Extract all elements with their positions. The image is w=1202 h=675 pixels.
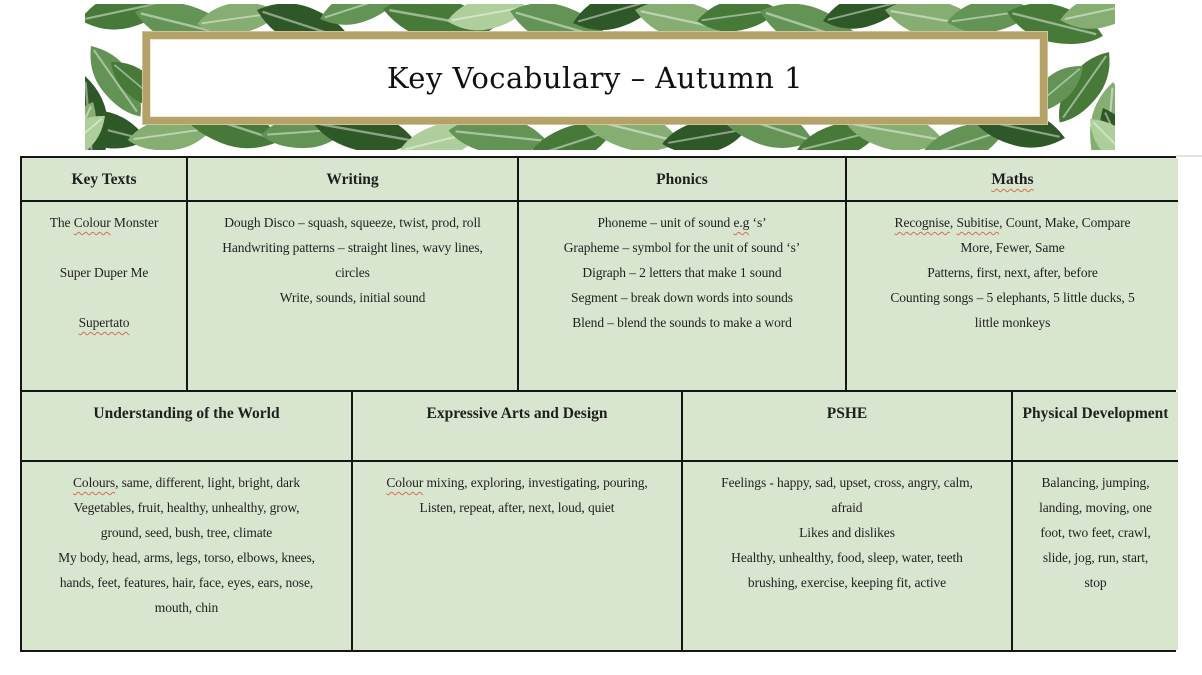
text-segment: Phonics: [656, 171, 708, 188]
table-cell: [683, 462, 1013, 650]
cell-line: [24, 285, 184, 310]
banner: [85, 4, 1115, 150]
misspelled-word: Supertato: [78, 315, 130, 330]
cell-line: [685, 545, 1009, 570]
text-segment: Blend – blend the sounds to make a word: [572, 315, 792, 330]
text-segment: Listen, repeat, after, next, loud, quiet: [419, 500, 615, 515]
text-segment: Understanding of the World: [93, 405, 280, 422]
text-segment: Digraph – 2 letters that make 1 sound: [582, 265, 782, 280]
text-segment: Writing: [326, 171, 379, 188]
cell-line: [427, 401, 608, 426]
cell-line: [24, 310, 184, 335]
misspelled-word: e.g: [733, 215, 750, 230]
cell-line: [685, 520, 1009, 545]
text-segment: Write, sounds, initial sound: [279, 290, 426, 305]
misspelled-word: Subitise: [956, 215, 1000, 230]
text-segment: ,: [949, 215, 957, 230]
cell-line: [24, 595, 349, 620]
cell-line: [24, 470, 349, 495]
misspelled-word: Colour: [386, 475, 424, 490]
text-segment: slide, jog, run, start,: [1042, 550, 1149, 565]
text-segment: , same, different, light, bright, dark: [115, 475, 300, 490]
table-cell: [22, 202, 188, 390]
cell-line: [355, 495, 679, 520]
cell-line: [1015, 495, 1176, 520]
text-segment: The: [49, 215, 74, 230]
vocabulary-table: [20, 156, 1176, 652]
cell-line: [1015, 570, 1176, 595]
text-segment: circles: [335, 265, 370, 280]
text-segment: Physical Development: [1022, 405, 1169, 422]
table-cell: [188, 202, 519, 390]
text-segment: foot, two feet, crawl,: [1040, 525, 1151, 540]
cell-line: [849, 260, 1176, 285]
cell-line: [326, 167, 378, 192]
text-segment: , Count, Make, Compare: [999, 215, 1131, 230]
table-cell: [847, 202, 1178, 390]
page-edge-line: [1176, 155, 1202, 157]
text-segment: Handwriting patterns – straight lines, wavy lines,: [222, 240, 483, 255]
cell-line: [1023, 401, 1169, 426]
cell-line: [849, 310, 1176, 335]
table-cell: [1013, 462, 1178, 650]
text-segment: Vegetables, fruit, healthy, unhealthy, grow,: [73, 500, 300, 515]
cell-line: [190, 210, 515, 235]
cell-line: [190, 285, 515, 310]
cell-line: [991, 167, 1033, 192]
cell-line: [827, 401, 867, 426]
text-segment: afraid: [831, 500, 863, 515]
text-segment: ‘s’: [749, 215, 767, 230]
cell-line: [521, 310, 843, 335]
cell-line: [24, 520, 349, 545]
text-segment: Healthy, unhealthy, food, sleep, water, teeth: [731, 550, 963, 565]
text-segment: hands, feet, features, hair, face, eyes, ears, nose,: [59, 575, 314, 590]
cell-line: [521, 260, 843, 285]
column-header: [1013, 392, 1178, 462]
cell-line: [656, 167, 708, 192]
text-segment: Super Duper Me: [59, 265, 149, 280]
cell-line: [24, 260, 184, 285]
text-segment: mouth, chin: [154, 600, 219, 615]
cell-line: [521, 210, 843, 235]
cell-line: [24, 495, 349, 520]
text-segment: PSHE: [826, 405, 868, 422]
text-segment: Likes and dislikes: [799, 525, 895, 540]
table-section-1: [20, 156, 1176, 392]
table-cell: [22, 462, 353, 650]
text-segment: Balancing, jumping,: [1041, 475, 1150, 490]
cell-line: [1015, 545, 1176, 570]
cell-line: [24, 570, 349, 595]
misspelled-word: Maths: [991, 171, 1034, 188]
column-header: [519, 158, 847, 202]
cell-line: [24, 210, 184, 235]
text-segment: Dough Disco – squash, squeeze, twist, prod, roll: [224, 215, 481, 230]
text-segment: Expressive Arts and Design: [426, 405, 608, 422]
cell-line: [1015, 520, 1176, 545]
cell-line: [685, 570, 1009, 595]
table-cell: [353, 462, 683, 650]
text-segment: landing, moving, one: [1039, 500, 1152, 515]
column-header: [847, 158, 1178, 202]
misspelled-word: Colour: [73, 215, 111, 230]
table-section-2: [20, 392, 1176, 652]
column-header: [353, 392, 683, 462]
cell-line: [71, 167, 136, 192]
cell-line: [93, 401, 279, 426]
text-segment: brushing, exercise, keeping fit, active: [747, 575, 947, 590]
cell-line: [521, 285, 843, 310]
misspelled-word: Recognise: [894, 215, 950, 230]
text-segment: My body, head, arms, legs, torso, elbows, knees,: [58, 550, 315, 565]
text-segment: Counting songs – 5 elephants, 5 little ducks, 5: [890, 290, 1135, 305]
cell-line: [190, 235, 515, 260]
text-segment: Monster: [110, 215, 159, 230]
cell-line: [355, 470, 679, 495]
text-segment: little monkeys: [974, 315, 1051, 330]
text-segment: ground, seed, bush, tree, climate: [100, 525, 273, 540]
column-header: [22, 392, 353, 462]
cell-line: [24, 235, 184, 260]
text-segment: Key Texts: [71, 171, 137, 188]
table-cell: [519, 202, 847, 390]
cell-line: [849, 235, 1176, 260]
cell-line: [1015, 470, 1176, 495]
text-segment: Feelings - happy, sad, upset, cross, angry, calm,: [721, 475, 973, 490]
text-segment: Patterns, first, next, after, before: [927, 265, 1098, 280]
cell-line: [685, 470, 1009, 495]
text-segment: stop: [1084, 575, 1107, 590]
cell-line: [849, 285, 1176, 310]
text-segment: Phoneme – unit of sound: [597, 215, 734, 230]
column-header: [22, 158, 188, 202]
page-title: Key Vocabulary – Autumn 1: [386, 61, 804, 95]
cell-line: [849, 210, 1176, 235]
title-frame: [143, 32, 1047, 124]
misspelled-word: Colours: [73, 475, 116, 490]
text-segment: Segment – break down words into sounds: [571, 290, 793, 305]
cell-line: [521, 235, 843, 260]
text-segment: mixing, exploring, investigating, pouring,: [423, 475, 648, 490]
column-header: [683, 392, 1013, 462]
cell-line: [685, 495, 1009, 520]
column-header: [188, 158, 519, 202]
text-segment: Grapheme – symbol for the unit of sound ‘s’: [563, 240, 801, 255]
text-segment: More, Fewer, Same: [960, 240, 1065, 255]
cell-line: [24, 545, 349, 570]
cell-line: [190, 260, 515, 285]
